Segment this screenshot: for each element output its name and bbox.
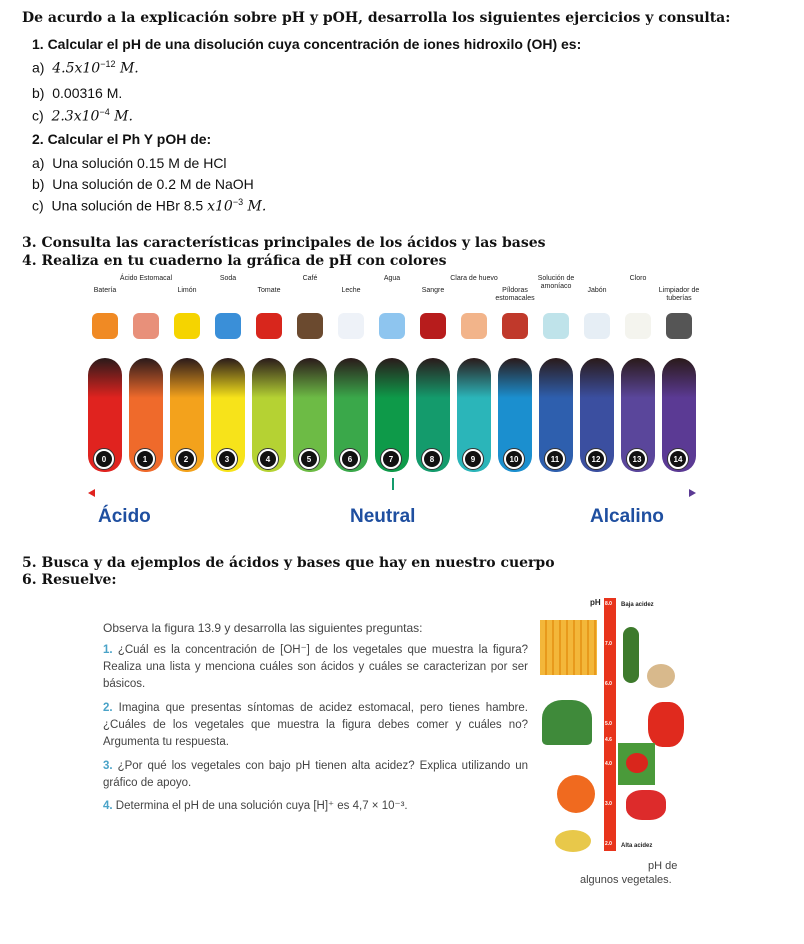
question-4: 4. Determina el pH de una solución cuya [H]⁺ es 4,7 × 10⁻³.	[103, 800, 408, 812]
product-label: Agua	[383, 275, 401, 282]
item-6: 6. Resuelve:	[22, 572, 117, 588]
question-2: 2. Imagina que presentas síntomas de acidez estomacal, pero tienes hambre. ¿Cuáles de los vegetales que muestra la figura debes comer y cuáles no? Argumenta tu respuesta.	[103, 702, 528, 748]
product-image	[174, 313, 200, 339]
ph-direction-arrows	[80, 475, 705, 505]
ph-color-bar	[334, 358, 368, 472]
question-3: 3. ¿Por qué los vegetales con bajo pH tienen alta acidez? Explica utilizando un gráfico de apoyo.	[103, 760, 529, 789]
product-label: Limón	[177, 287, 197, 294]
product-label: Solución de amoníaco	[537, 275, 575, 290]
product-image	[379, 313, 405, 339]
ph-value-badge	[626, 448, 648, 470]
acid-label: Ácido	[98, 506, 151, 527]
ph-value-badge	[380, 448, 402, 470]
ph-axis-label: pH	[590, 598, 601, 607]
question-1: 1. ¿Cuál es la concentración de [OH⁻] de los vegetales que muestra la figura? Realiza una lista y menciona cuáles son ácidos y cuáles se caracterizan por ser básicos.	[103, 644, 528, 690]
ph-tick: 7.0	[605, 641, 612, 647]
product-image	[133, 313, 159, 339]
strawberries-image	[626, 790, 666, 820]
vegetable-ph-scale	[604, 598, 616, 851]
ph-value-badge	[667, 448, 689, 470]
tomato-image	[618, 743, 655, 785]
exercise-1c: c) $2.3x10^{-4}$ M.	[32, 107, 133, 125]
figure-caption-1: pH de	[648, 860, 678, 872]
ph-value: 6	[342, 451, 358, 467]
red-pepper-image	[648, 702, 684, 747]
product-image	[256, 313, 282, 339]
ph-tick: 8.0	[605, 601, 612, 607]
exercise-2a: a) Una solución 0.15 M de HCl	[32, 155, 227, 171]
product-label: Píldoras estomacales	[495, 287, 535, 302]
ph-color-bar	[539, 358, 573, 472]
ph-color-bar	[293, 358, 327, 472]
product-image	[420, 313, 446, 339]
ph-color-bar	[662, 358, 696, 472]
low-acidity-label: Baja acidez	[621, 602, 654, 608]
ph-value: 7	[383, 451, 399, 467]
vegetables-exercise-figure	[95, 590, 725, 910]
exercise-2-title: 2. Calcular el Ph Y pOH de:	[32, 131, 212, 147]
ph-tick: 2.0	[605, 841, 612, 847]
ph-value: 14	[670, 451, 686, 467]
exercise-1-title: 1. Calcular el pH de una disolución cuya concentración de iones hidroxilo (OH) es:	[32, 36, 582, 52]
ph-tick: 3.0	[605, 801, 612, 807]
product-image	[297, 313, 323, 339]
ph-value: 2	[178, 451, 194, 467]
product-image	[625, 313, 651, 339]
product-label: Cloro	[629, 275, 647, 282]
ph-value-badge	[544, 448, 566, 470]
ph-value: 0	[96, 451, 112, 467]
exercise-2b: b) Una solución de 0.2 M de NaOH	[32, 176, 254, 192]
ph-value: 10	[506, 451, 522, 467]
exercise-1a: a) $4.5x10^{-12}$ M.	[32, 59, 139, 77]
product-label: Sangre	[421, 287, 445, 294]
ph-value-badge	[421, 448, 443, 470]
ph-value-badge	[298, 448, 320, 470]
ph-value: 13	[629, 451, 645, 467]
ph-color-bar	[88, 358, 122, 472]
ph-value-badge	[503, 448, 525, 470]
item-3: 3. Consulta las características principales de los ácidos y las bases	[22, 235, 546, 251]
ph-value: 9	[465, 451, 481, 467]
product-label: Tomate	[257, 287, 281, 294]
product-image	[461, 313, 487, 339]
ph-value-badge	[257, 448, 279, 470]
product-label: Ácido Estomacal	[119, 275, 173, 282]
ph-value: 12	[588, 451, 604, 467]
product-label: Jabón	[587, 287, 607, 294]
alkaline-label: Alcalino	[590, 506, 664, 527]
ph-value: 11	[547, 451, 563, 467]
ph-color-bar	[498, 358, 532, 472]
heading: De acurdo a la explicación sobre pH y pOH, desarrolla los siguientes ejercicios y consulta:	[22, 10, 731, 26]
ph-color-bar	[416, 358, 450, 472]
exercise-2c: c) Una solución de HBr 8.5 $x10^{-3}$ M.	[32, 197, 267, 215]
neutral-label: Neutral	[350, 506, 416, 527]
ph-tick: 4.0	[605, 761, 612, 767]
ph-value-badge	[134, 448, 156, 470]
product-label: Café	[302, 275, 318, 282]
corn-image	[540, 620, 597, 675]
ph-value-badge	[93, 448, 115, 470]
product-image	[338, 313, 364, 339]
ph-value: 4	[260, 451, 276, 467]
product-image	[584, 313, 610, 339]
ph-color-bar	[375, 358, 409, 472]
ph-color-bar	[170, 358, 204, 472]
product-label: Leche	[341, 287, 361, 294]
product-image	[92, 313, 118, 339]
onion-image	[647, 664, 675, 688]
ph-tick: 6.0	[605, 681, 612, 687]
ph-color-bar	[580, 358, 614, 472]
exercise-1b: b) 0.00316 M.	[32, 85, 123, 101]
item-5: 5. Busca y da ejemplos de ácidos y bases que hay en nuestro cuerpo	[22, 555, 555, 571]
ph-tick: 4.6	[605, 737, 612, 743]
ph-value: 8	[424, 451, 440, 467]
ph-color-bar	[621, 358, 655, 472]
product-label: Batería	[93, 287, 117, 294]
exercise-intro: Observa la figura 13.9 y desarrolla las siguientes preguntas:	[103, 621, 423, 635]
item-4: 4. Realiza en tu cuaderno la gráfica de pH con colores	[22, 253, 447, 269]
ph-color-bar	[129, 358, 163, 472]
product-image	[543, 313, 569, 339]
tomato-plant-image	[542, 700, 592, 745]
ph-scale-chart	[80, 275, 705, 540]
product-label: Soda	[219, 275, 237, 282]
product-image	[502, 313, 528, 339]
ph-value-badge	[462, 448, 484, 470]
ph-color-bar	[457, 358, 491, 472]
ph-color-bar	[211, 358, 245, 472]
high-acidity-label: Alta acidez	[621, 843, 653, 849]
product-image	[215, 313, 241, 339]
ph-value: 1	[137, 451, 153, 467]
product-label: Limpiador de tuberías	[658, 287, 700, 302]
lemons-image	[555, 830, 591, 852]
figure-caption-2: algunos vegetales.	[580, 874, 672, 886]
apple-image	[557, 775, 595, 813]
ph-value-badge	[175, 448, 197, 470]
ph-tick: 5.0	[605, 721, 612, 727]
ph-value-badge	[216, 448, 238, 470]
ph-color-bar	[252, 358, 286, 472]
product-label: Clara de huevo	[450, 275, 498, 282]
product-image	[666, 313, 692, 339]
ph-value-badge	[585, 448, 607, 470]
cucumber-image	[623, 627, 639, 683]
ph-value-badge	[339, 448, 361, 470]
ph-value: 3	[219, 451, 235, 467]
ph-value: 5	[301, 451, 317, 467]
